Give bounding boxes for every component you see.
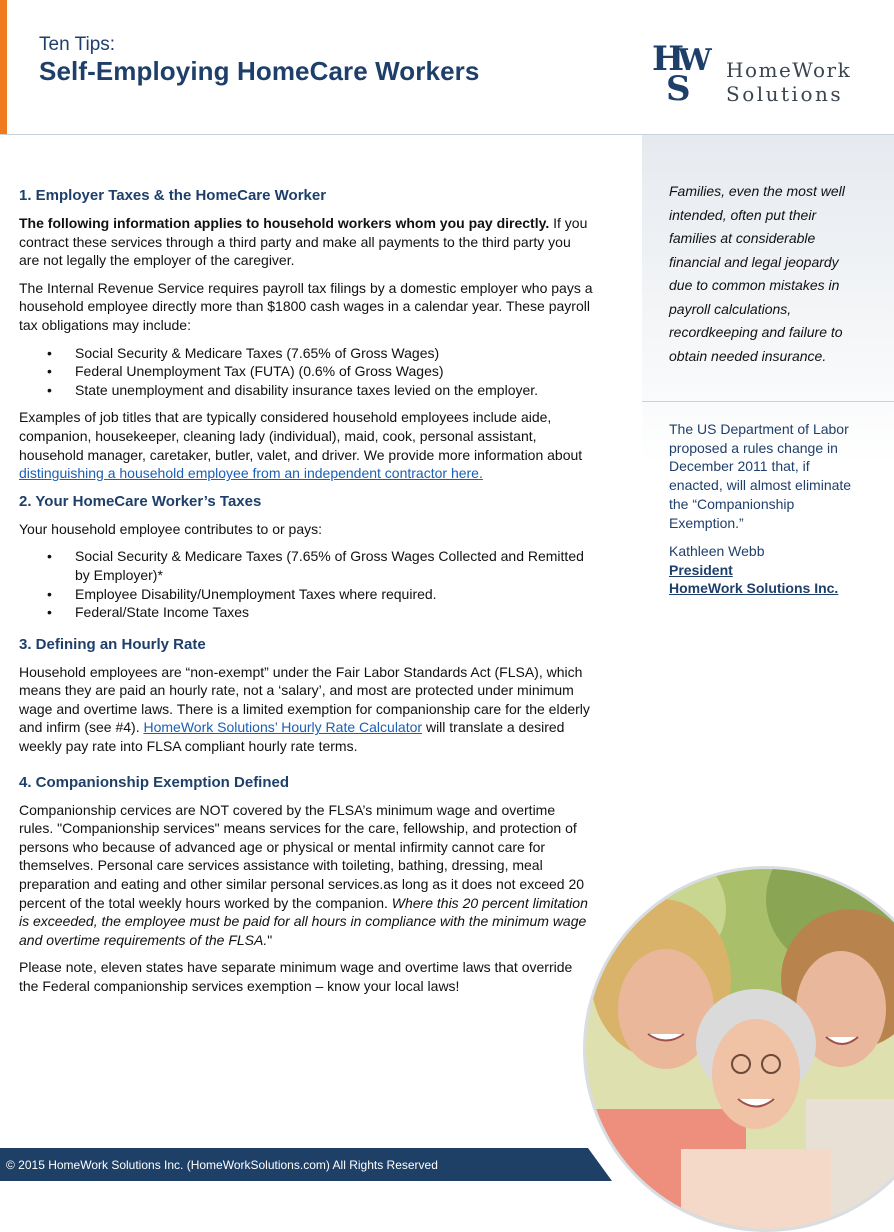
list-item: • Social Security & Medicare Taxes (7.65% of Gross Wages) — [75, 344, 593, 363]
footer-copyright: © 2015 HomeWork Solutions Inc. (HomeWorkSolutions.com) All Rights Reserved — [6, 1158, 438, 1172]
section-4-text-italic: Where this 20 percent limitation is exceeded, the employee must be paid for all hours in compliance with the minimum wage and overtime requirements of the FLSA. — [19, 894, 588, 948]
section-1-intro-bold: The following information applies to household workers whom you pay directly. — [19, 215, 550, 231]
section-3-text-after: will translate a desired weekly pay rate into FLSA compliant hourly rate terms. — [19, 719, 565, 755]
section-1-para2: The Internal Revenue Service requires payroll tax filings by a domestic employer who pays a household employee directly more than $1800 cash wages in a calendar year. These payroll tax obligations may include: — [19, 279, 593, 333]
section-1-para3 — [19, 408, 593, 482]
section-1-intro — [19, 214, 593, 270]
sidebar-quote: Families, even the most well intended, often put their families at considerable financial and legal jeopardy due to common mistakes in payroll calculations, recordkeeping and failure to obtain needed insurance. — [669, 183, 845, 364]
list-item: • Federal Unemployment Tax (FUTA) (0.6% of Gross Wages) — [75, 362, 593, 381]
section-1-para3-text: Examples of job titles that are typically considered household employees include aide, companion, housekeeper, cleaning lady (individual), maid, cook, personal assistant, household manager, caretaker, butler, valet, and driver. We provide more information about — [19, 409, 583, 463]
section-1-intro-rest: If you contract these services through a third party and make all payments to the third party you are not legally the employer of the caregiver. — [19, 215, 588, 269]
section-4-text-main: Companionship cervices are NOT covered by the FLSA’s minimum wage and overtime rules. "Companionship services" means services for the care, fellowship, and protection of persons who because of advanced age or physical or mental infirmity cannot care for themselves. Personal care services assistance with toileting, bathing, dressing, meal preparation and eating and other similar personal services.as long as it does not exceed 20 percent of the total weekly hours worked by the companion. — [19, 801, 585, 911]
section-4-para2: Please note, eleven states have separate minimum wage and overtime laws that override the Federal companionship services exemption – know your local laws! — [19, 959, 573, 994]
logo-name-line1: HomeWork — [726, 58, 852, 82]
hsw-logo-mark-icon — [652, 40, 718, 104]
svg-text:S: S — [666, 69, 691, 104]
section-heading-1: 1. Employer Taxes & the HomeCare Worker — [19, 187, 327, 204]
main-content — [19, 186, 593, 1005]
list-item: • State unemployment and disability insurance taxes levied on the employer. — [75, 381, 593, 400]
list-item: • Social Security & Medicare Taxes (7.65% of Gross Wages Collected and Remitted by Employer)* — [75, 547, 593, 584]
sidebar-divider — [642, 401, 894, 402]
page-kicker: Ten Tips: — [39, 34, 116, 55]
hourly-rate-calculator-link[interactable]: HomeWork Solutions’ Hourly Rate Calculator — [143, 719, 423, 736]
homework-solutions-logo[interactable] — [652, 40, 872, 104]
list-item: • Federal/State Income Taxes — [75, 603, 593, 622]
section-heading-3: 3. Defining an Hourly Rate — [19, 635, 206, 653]
section-2-bullet-list — [19, 547, 593, 621]
section-3-text — [19, 663, 593, 756]
section-4-text — [19, 801, 593, 950]
page-footer — [0, 1148, 894, 1181]
section-heading-2: 2. Your HomeCare Worker’s Taxes — [19, 492, 262, 510]
section-3-text-before: Household employees are “non-exempt” under the Fair Labor Standards Act (FLSA), which means they are paid an hourly rate, not a ‘salary’, and most are protected under minimum wage and overtime laws. There is a limited exemption for companionship care for the elderly and infirm (see #4). — [19, 663, 590, 736]
svg-text:H: H — [652, 40, 685, 79]
list-item: • Employee Disability/Unemployment Taxes where required. — [75, 585, 593, 604]
sidebar-author-org[interactable]: HomeWork Solutions Inc. — [669, 580, 839, 596]
page-title: Self-Employing HomeCare Workers — [39, 56, 480, 86]
logo-name-line2: Solutions — [726, 82, 844, 106]
household-employee-link[interactable]: distinguishing a household employee from an independent contractor here. — [19, 465, 483, 482]
orange-accent-bar — [0, 0, 7, 134]
section-2-intro: Your household employee contributes to or pays: — [19, 520, 323, 537]
sidebar-author-name: Kathleen Webb — [669, 543, 765, 559]
sidebar-dol-note: The US Department of Labor proposed a rules change in December 2011 that, if enacted, will almost eliminate the “Companionship Exemption.” — [669, 421, 852, 531]
section-heading-4: 4. Companionship Exemption Defined — [19, 773, 290, 791]
section-1-bullet-list — [19, 344, 593, 400]
svg-text:W: W — [678, 43, 712, 78]
sidebar-author-role[interactable]: President — [669, 562, 733, 578]
section-4-text-end: " — [267, 931, 273, 948]
